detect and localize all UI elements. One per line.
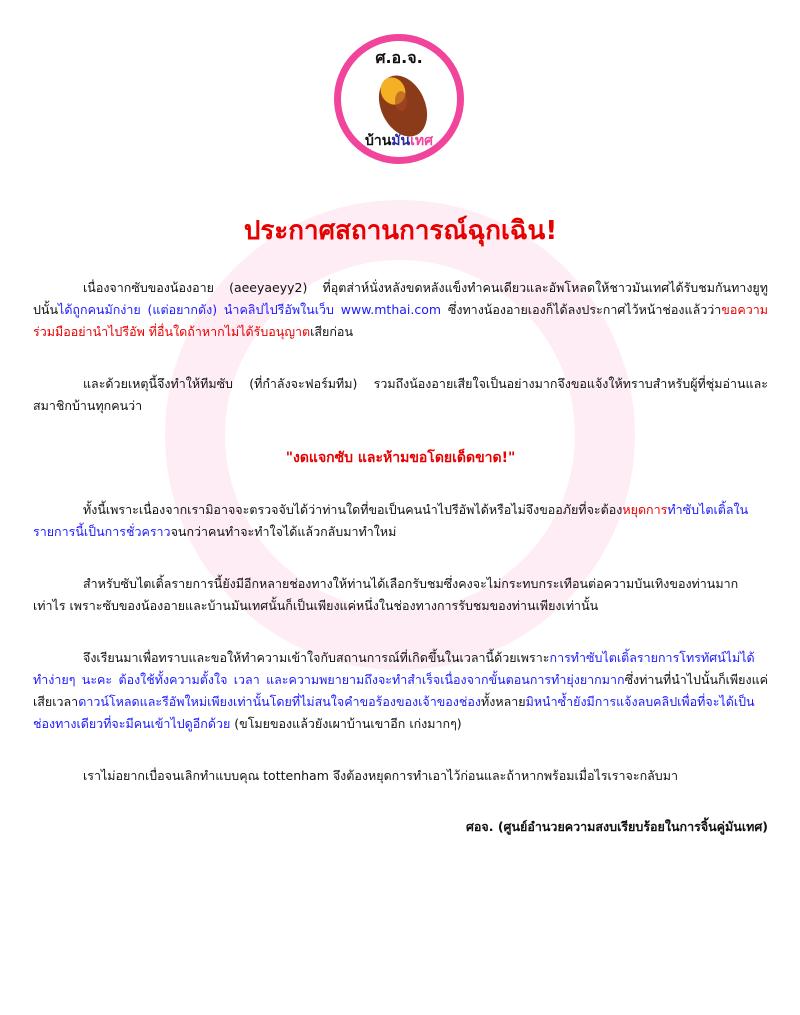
p1-text-1: เนื่องจากซับของน้องอาย (aeeyaeyy2) ที่อุตส่าห์นั่งหลังขดหลังแข็งทำคนเดียวและอัพโหลดให้ชาวมันเทศได้รับชมกันทางยูทูปนั้น [33,280,768,317]
p1-text-3: เสียก่อน [310,324,353,339]
p3-text-1: ทั้งนี้เพราะเนื่องจากเรามิอาจจะตรวจจับได้ว่าท่านใดที่ขอเป็นคนนำไปรีอัพได้หรือไม่จึงขออภัยที่จะต้อง [83,502,623,517]
p5-text-1: จึงเรียนมาเพื่อทราบและขอให้ทำความเข้าใจกับสถานการณ์ที่เกิดขึ้นในเวลานี้ด้วยเพราะ [83,650,550,665]
paragraph-6: เราไม่อยากเบื่อจนเลิกทำแบบคุณ tottenham จึงต้องหยุดการทำเอาไว้ก่อนและถ้าหากพร้อมเมื่อไรเราจะกลับมา [83,768,679,783]
p5-text-3: ทั้งหลาย [480,694,526,709]
logo [334,34,464,164]
p1-red-1: ขอความร่วมมืออย่านำไปรีอัพ ที่อื่นใดถ้าหากไม่ได้รับอนุญาต [33,302,768,339]
p5-blue-2: ดาวน์โหลดและรีอัพใหม่เพียงเท่านั้นโดยที่ไม่สนใจคำขอร้องของเจ้าของช่อง [78,694,481,709]
logo-bottom-text [341,130,457,152]
logo-top-text: ศ.อ.จ. [375,48,423,67]
paragraph-2: และด้วยเหตุนี้จึงทำให้ทีมซับ (ที่กำลังจะฟอร์มทีม) รวมถึงน้องอายเสียใจเป็นอย่างมากจึงขอแจ้งให้ทราบสำหรับผู้ที่ชุ่มอ่านและสมาชิกบ้านทุกคนว่า [33,376,768,413]
announcement-body [33,200,768,837]
p5-blue-3: มิหนำซ้ำยังมีการแจ้งลบคลิปเพื่อที่จะได้เป็นช่องทางเดียวที่จะมีคนเข้าไปดูอีกด้วย [33,694,755,731]
p3-blue-1: ทำซับไตเติ้ลในรายการนี้เป็นการชั่วคราว [33,502,749,539]
p1-blue-1: ได้ถูกคนมักง่าย (แต่อยากดัง) นำคลิปไปรีอัพในเว็บ www.mthai.com [58,302,442,317]
logo-bottom-part1: บ้าน [364,133,392,149]
p1-text-2: ซึ่งทางน้องอายเองก็ได้ลงประกาศไว้หน้าช่องแล้วว่า [441,302,722,317]
signature: ศอจ. (ศูนย์อำนวยความสงบเรียบร้อยในการจิ้นคู่มันเทศ) [465,819,768,834]
p5-blue-1: การทำซับไตเติ้ลรายการโทรทัศน์ไม่ได้ทำง่ายๆ นะคะ ต้องใช้ทั้งความตั้งใจ เวลา และความพยายามถึงจะทำสำเร็จเนื่องจากขั้นตอนการทำยุ่งยากมาก [33,650,755,687]
paragraph-4: สำหรับซับไตเติ้ลรายการนี้ยังมีอีกหลายช่องทางให้ท่านได้เลือกรับชมซึ่งคงจะไม่กระทบกระเทือนต่อความบันเทิงของท่านมากเท่าไร เพราะซับของน้องอายและบ้านมันเทศนั้นก็เป็นเพียงแค่หนึ่งในช่องทางการรับชมของท่านเพียงเท่านั้น [33,576,739,613]
announcement-headline: "งดแจกซับ และห้ามขอโดยเด็ดขาด!" [285,450,516,466]
p5-text-2: ซึ่งท่านที่นำไปนั้นก็เพียงแค่เสียเวลา [33,672,768,709]
paragraph-5 [33,647,768,735]
logo-bottom-part2: มัน [391,133,411,149]
paragraph-1 [33,277,768,343]
p3-red-1: หยุดการ [622,502,668,517]
logo-bottom-part3: เทศ [410,133,434,149]
p5-text-4: (ขโมยของแล้วยังเผาบ้านเขาอีก เก่งมากๆ) [230,716,462,731]
p3-text-2: จนกว่าคนทำจะทำใจได้แล้วกลับมาทำใหม่ [170,524,397,539]
page-title: ประกาศสถานการณ์ฉุกเฉิน! [243,216,558,246]
paragraph-3 [33,499,768,543]
